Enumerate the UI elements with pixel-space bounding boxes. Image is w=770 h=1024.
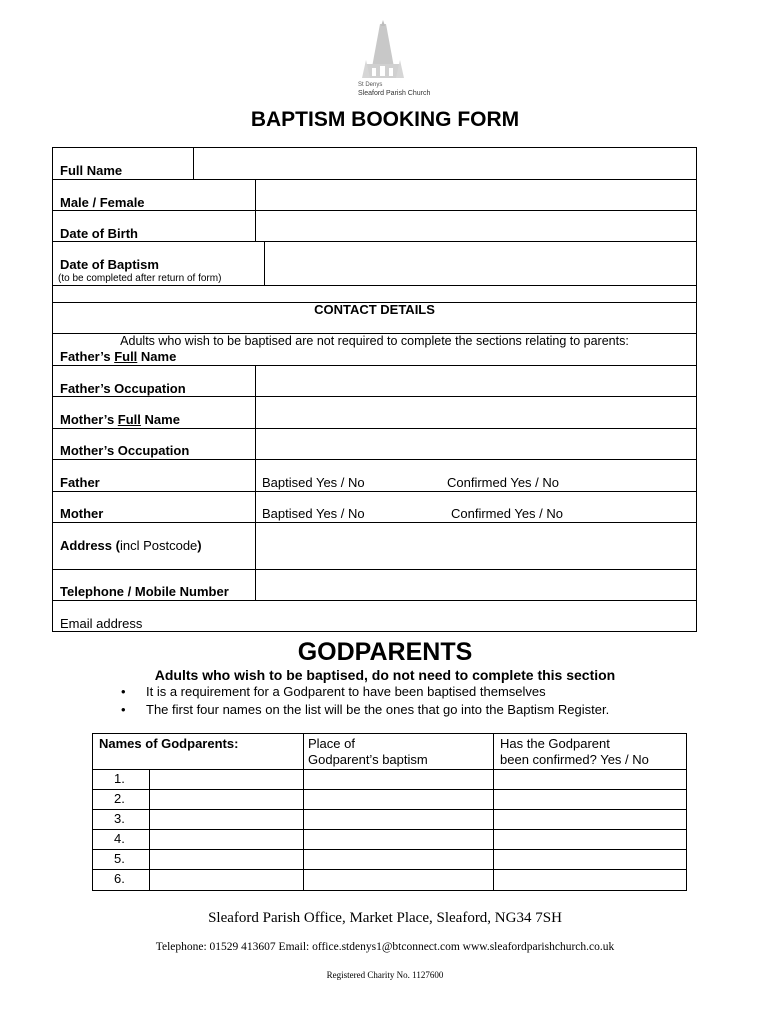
date-of-baptism-note: (to be completed after return of form) xyxy=(58,273,222,284)
contact-details-heading: CONTACT DETAILS xyxy=(314,302,435,317)
father-confirmed-option[interactable]: Confirmed Yes / No xyxy=(447,475,560,490)
date-of-baptism-field[interactable] xyxy=(265,242,696,284)
adults-note: Adults who wish to be baptised are not required to complete the sections relating to parents: xyxy=(120,334,629,348)
godparents-bullet-list xyxy=(118,684,609,720)
mother-confirmed-option[interactable]: Confirmed Yes / No xyxy=(451,506,564,521)
footer-charity-number: Registered Charity No. 1127600 xyxy=(326,970,444,980)
footer-contact: Telephone: 01529 413607 Email: office.stdenys1@btconnect.com www.sleafordparishchurch.co.uk xyxy=(155,941,615,953)
godparent-name-field[interactable] xyxy=(150,810,302,828)
fathers-occupation-field[interactable] xyxy=(256,397,696,427)
godparent-name-field[interactable] xyxy=(150,850,302,868)
address-field[interactable] xyxy=(256,523,696,568)
godparent-row-number: 5. xyxy=(114,851,125,866)
godparents-heading: GODPARENTS xyxy=(297,638,473,666)
mothers-full-name-label: Mother’s Full Name xyxy=(60,412,180,427)
church-logo xyxy=(350,20,431,102)
row-divider xyxy=(53,285,696,286)
godparent-row-number: 3. xyxy=(114,811,125,826)
email-label: Email address xyxy=(60,616,143,631)
full-name-label: Full Name xyxy=(60,163,123,178)
date-of-birth-field[interactable] xyxy=(256,211,696,240)
godparent-row-number: 6. xyxy=(114,871,125,886)
male-female-field[interactable] xyxy=(256,180,696,209)
page-title: BAPTISM BOOKING FORM xyxy=(250,108,520,131)
telephone-label: Telephone / Mobile Number xyxy=(60,584,229,599)
godparent-name-field[interactable] xyxy=(150,870,302,889)
godparent-name-field[interactable] xyxy=(150,790,302,808)
place-of-baptism-header-line1: Place of xyxy=(308,736,355,751)
place-of-baptism-header-line2: Godparent’s baptism xyxy=(308,752,428,767)
mothers-occupation-label: Mother’s Occupation xyxy=(60,443,190,458)
mothers-full-name-field[interactable] xyxy=(256,429,696,458)
col-divider xyxy=(303,734,304,890)
fathers-full-name-field[interactable] xyxy=(256,366,696,395)
footer-address: Sleaford Parish Office, Market Place, Sleaford, NG34 7SH xyxy=(208,910,562,926)
church-spire-icon xyxy=(350,20,420,82)
mother-label: Mother xyxy=(60,506,104,521)
full-name-field[interactable] xyxy=(194,149,696,178)
confirmed-header-line1: Has the Godparent xyxy=(500,736,610,751)
godparent-row-number: 1. xyxy=(114,771,125,786)
email-field[interactable] xyxy=(163,601,696,631)
male-female-label: Male / Female xyxy=(60,195,145,210)
mother-baptised-option[interactable]: Baptised Yes / No xyxy=(262,506,365,521)
confirmed-header-line2: been confirmed? Yes / No xyxy=(500,752,649,767)
father-label: Father xyxy=(60,475,100,490)
logo-line-2: Sleaford Parish Church xyxy=(358,90,431,97)
fathers-occupation-label: Father’s Occupation xyxy=(60,381,186,396)
booking-form-table xyxy=(52,147,697,632)
godparents-subtitle: Adults who wish to be baptised, do not need to complete this section xyxy=(154,667,616,683)
logo-line-1: St Denys xyxy=(358,82,383,88)
godparents-table xyxy=(92,733,687,891)
godparent-row-number: 2. xyxy=(114,791,125,806)
godparent-row-number: 4. xyxy=(114,831,125,846)
list-item: • It is a requirement for a Godparent to have been baptised themselves xyxy=(121,684,546,699)
names-of-godparents-header: Names of Godparents: xyxy=(99,736,239,751)
row-divider xyxy=(53,491,696,492)
date-of-baptism-label: Date of Baptism xyxy=(60,257,159,272)
list-item: • The first four names on the list will be the ones that go into the Baptism Register. xyxy=(121,702,610,717)
col-divider xyxy=(493,734,494,890)
godparent-name-field[interactable] xyxy=(150,830,302,848)
father-baptised-option[interactable]: Baptised Yes / No xyxy=(262,475,365,490)
godparent-name-field[interactable] xyxy=(150,770,302,788)
telephone-field[interactable] xyxy=(256,570,696,599)
fathers-full-name-label: Father’s Full Name xyxy=(60,349,177,364)
date-of-birth-label: Date of Birth xyxy=(60,226,138,241)
address-label: Address (incl Postcode) xyxy=(60,538,202,553)
